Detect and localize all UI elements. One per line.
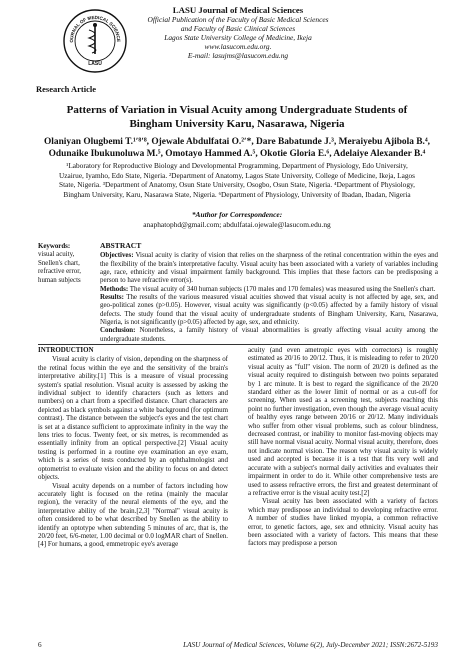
intro-paragraph: Visual acuity is clarity of vision, depending on the sharpness of the retinal focus within the eye and the sensitivity of the brain's interpretative ability.[1] This is a measure of visual processing system's spatial resolution. Visual acuity is assessed by asking the individual subject to identify characters (such as letters and numbers) on a chart from a specified distance. Chart characters are depicted as black symbols against a white background (for optimum contrast). The distance between the subject's eyes and the test chart is set at a distance sufficient to approximate infinity in the way the lens tries to focus. Twenty feet, or six metres, is recommended as essentially infinity from an optical perspective.[2] Visual acuity testing is performed in a routine eye examination an eye exam, which is a series of tests conducted by an ophthalmologist and optometrist to evaluate vision and the ability to focus on and detect objects. (38, 355, 228, 482)
svg-text:JOURNAL OF MEDICAL SCIENCES: OURNAL OF MEDICAL SCIENCE (68, 14, 122, 43)
keywords-title: Keywords: (38, 243, 71, 250)
affiliation-line: ¹Laboratory for Reproductive Biology and Developmental Programming, Department of Physiology, Edo University, (66, 161, 408, 170)
journal-name: LASU Journal of Medical Sciences (172, 5, 304, 15)
abstract-conclusion (100, 326, 438, 343)
keyword-item: Snellen's chart, (38, 259, 80, 267)
page-number: 6 (38, 641, 42, 649)
journal-website[interactable]: www.lasucom.edu.org. (204, 42, 272, 51)
title-line-2: Bingham University Karu, Nasarawa, Nigeria (129, 117, 345, 130)
publisher-line-3: Lagos State University College of Medicine, Ikeja (164, 33, 312, 42)
conclusion-label: Conclusion: (100, 326, 136, 335)
intro-paragraph: Visual acuity depends on a number of factors including how accurately light is focused on the retina (mainly the macular region), the veracity of the neural elements of the eye, and the interpretative ability of the brain.[2,3] "Normal" visual acuity is often considered to be what described by Snellen as the ability to identify an optotype when subtending 5 minutes of arc, that is, the 20/20 feet, 6/6-meter, 1.00 decimal or 0.0 logMAR chart of Snellen.[4] For humans, a good, emmetropic eye's average (38, 481, 228, 549)
title-line-1: Patterns of Variation in Visual Acuity among Undergraduate Students of (66, 104, 408, 116)
affiliations (24, 161, 450, 199)
journal-email[interactable]: E-mail: lasujms@lasucom.edu.ng (187, 51, 289, 60)
abstract-methods (100, 285, 438, 293)
section-divider (38, 344, 438, 345)
correspondence-emails[interactable]: anaphatophd@gmail.com; abdulfatai.ojewale@lasucom.edu.ng (143, 219, 331, 229)
affiliation-line: Uzairue, Iyamho, Edo State, Nigeria. ²Department of Anatomy, Lagos State University, College of Medicine, Ikeja, Lagos (58, 170, 416, 180)
keywords-box (38, 243, 94, 285)
author-list (24, 137, 450, 160)
methods-text: The visual acuity of 340 human subjects (170 males and 170 females) was measured using the Snellen's chart. (129, 284, 436, 293)
results-label: Results: (100, 293, 124, 302)
article-type-label: Research Article (36, 84, 97, 94)
journal-header (138, 5, 338, 60)
svg-text:LASU: LASU (88, 61, 102, 67)
keyword-item: refractive error, (38, 268, 81, 276)
publisher-line-1: Official Publication of the Faculty of Basic Medical Sciences (147, 15, 329, 24)
intro-paragraph: acuity (and even ametropic eyes with correctors) is roughly estimated as 20/16 to 20/12. Thus, it is misleading to refer to 20/20 visual acuity as "full" vision. The norm of 20/20 is defined as the visual acuity required to distinguish between two points separated by 1 arc minute. It is best to regard the significance of the 20/20 standard either as the lower limit of normal or as a cut-off for screening. When used as a screening test, subjects reaching this point no further investigation, even though the average visual acuity of healthy eyes range between 20/16 or 20/12. Many individuals who suffer from other visual problems, such as colour blindness, decreased contrast, or inability to monitor fast-moving objects may still have normal visual acuity. Normal visual acuity, therefore, does not indicate normal vision. The reason why visual acuity is widely used and accepted is because it is a test that fits very well and accurate with a subject's normal daily activities and evaluates their impairment in order to do it. While other comprehensive tests are used to assess refractive errors, the first and greatest determinant of a refractive error is the visual acuity test.[2] (248, 346, 438, 497)
keyword-item: human subjects (38, 276, 81, 284)
correspondence (24, 210, 450, 229)
correspondence-label: *Author for Correspondence: (191, 210, 283, 219)
journal-logo (62, 8, 128, 74)
affiliation-line: Bingham University, Karu, Nasarawa State, Nigeria. ⁶Department of Physiology, University of Ibadan, Ibadan, Nigeria (63, 189, 411, 199)
results-text: The results of the various measured visual acuities showed that visual acuity is not affected by age, sex, and geo-political zones (p>0.05). However, visual acuity was significantly (p<0.05) affected by a family history of visual defects. The study found that the visual acuity of undergraduate students of Bingham University, Karu, Nasarawa, Nigeria, is not significantly (p>0.05) affected by age, sex, and ethnicity. (100, 293, 438, 327)
journal-citation: LASU Journal of Medical Sciences, Volume 6(2), July-December 2021; ISSN:2672-5193 (183, 641, 438, 649)
abstract-objectives (100, 251, 438, 284)
body-column-left (38, 346, 228, 549)
authors-line-2: Odunaike Ibukunoluwa M.⁵, Omotayo Hammed A.⁵, Okotie Gloria E.⁶, Adelaiye Alexander B.⁴ (48, 148, 426, 159)
conclusion-text: Nonetheless, a family history of visual abnormalities is greatly affecting visual acuity among the undergraduate students. (100, 326, 438, 343)
abstract-title: ABSTRACT (100, 241, 142, 250)
methods-label: Methods: (100, 284, 129, 293)
introduction-heading: INTRODUCTION (38, 346, 94, 354)
keyword-item: visual acuity, (38, 251, 75, 259)
affiliation-line: State, Nigeria. ³Department of Anatomy, Osun State University, Osogbo, Osun State, Nigeria. ⁴Department of Physiology, (59, 180, 415, 190)
intro-paragraph: Visual acuity has been associated with a variety of factors which may predispose an individual to developing refractive error. A number of studies have linked myopia, a common refractive error, to genetic factors, age, sex and ethnicity. Visual acuity has been associated with a variety of factors. This means that these factors may predispose a person (248, 497, 438, 548)
abstract-results (100, 293, 438, 326)
journal-seal-icon (62, 8, 128, 74)
abstract (100, 242, 438, 343)
objectives-text: Visual acuity is clarity of vision that relies on the sharpness of the retinal concentration within the eyes and the flexibility of the brain's interpretative faculty. Visual acuity has been associated with a variety of variables including age, race, ethnicity and visual impairment family background. This implies that these factors can be predisposing a person to have refractive error(s). (100, 251, 439, 285)
body-column-right (248, 346, 438, 548)
publisher-line-2: and Faculty of Basic Clinical Sciences (180, 24, 296, 33)
article-title (30, 104, 444, 131)
objectives-label: Objectives: (100, 251, 134, 260)
authors-line-1: Olaniyan Olugbemi T.¹ʹ⁸ʹ⁸, Ojewale Abdulfatai O.²ʹ*, Dare Babatunde J.³, Meraiyebu Ajibola B.⁴, (43, 137, 430, 147)
